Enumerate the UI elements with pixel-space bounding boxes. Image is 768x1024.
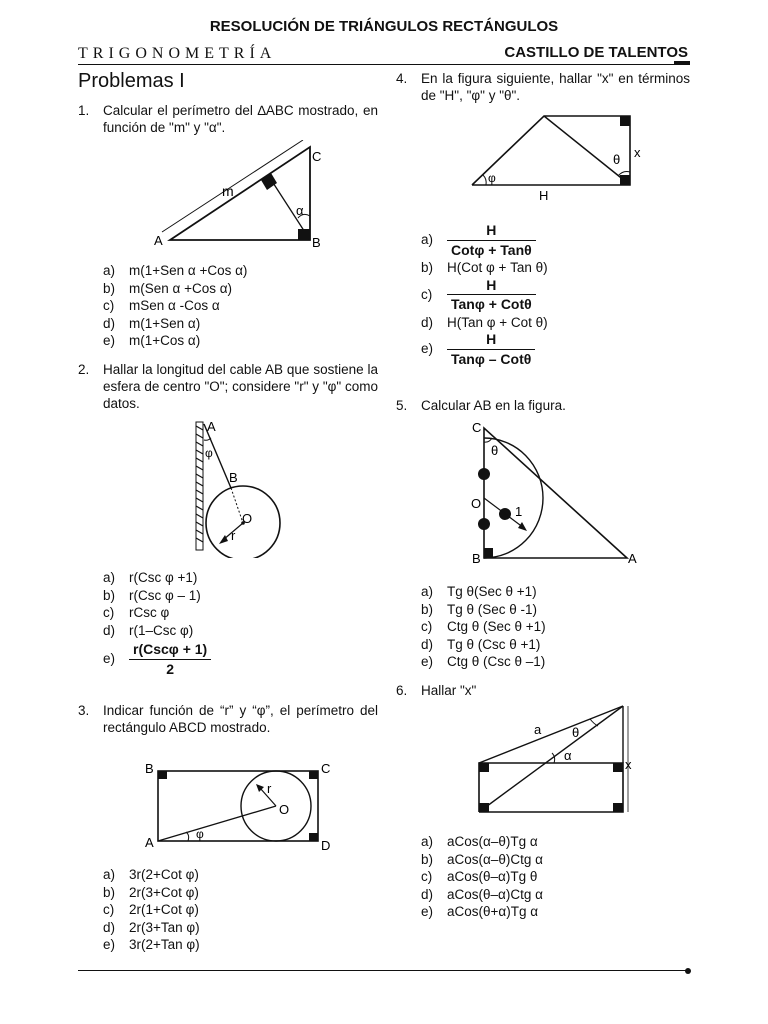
option-e[interactable]: e) aCos(θ+α)Tg α xyxy=(421,904,539,919)
radius-label-r: r xyxy=(267,781,272,796)
segment-a xyxy=(479,706,623,763)
angle-label-theta: θ xyxy=(572,725,580,740)
vertex-label-b: B xyxy=(472,551,481,566)
option-a[interactable]: a) m(1+Sen α +Cos α) xyxy=(103,263,248,278)
point-label-b: B xyxy=(229,470,238,485)
page-header-title: RESOLUCIÓN DE TRIÁNGULOS RECTÁNGULOS xyxy=(209,18,559,35)
angle-arc-phi xyxy=(204,438,211,440)
option-b[interactable]: b) H(Cot φ + Tan θ) xyxy=(421,260,548,275)
problem-3-options xyxy=(103,866,200,954)
fraction: $\frac{H}{\text{Tanφ + Cotθ}}$ xyxy=(447,277,536,314)
diagonal-line xyxy=(544,116,630,185)
problem-6 xyxy=(396,682,690,699)
problem-3-figure xyxy=(140,758,340,858)
problem-6-figure xyxy=(470,702,650,822)
problem-text: Calcular AB en la figura. xyxy=(421,398,566,413)
corner-mark-tr xyxy=(613,763,623,772)
vertex-label-a: A xyxy=(628,551,637,566)
option-a[interactable]: a) 3r(2+Cot φ) xyxy=(103,867,199,882)
point-marker-1 xyxy=(478,468,490,480)
vertex-label-a: A xyxy=(154,233,163,248)
problem-text: Calcular el perímetro del ∆ABC mostrado, en función de "m" y "α". xyxy=(103,103,378,135)
problem-2-options xyxy=(103,569,211,678)
center-label-o: O xyxy=(279,802,290,817)
problem-5-figure xyxy=(465,418,650,568)
publisher-label: CASTILLO DE TALENTOS xyxy=(504,44,688,61)
diagonal-line xyxy=(479,706,623,812)
angle-label-theta: θ xyxy=(491,443,499,458)
triangle-abc xyxy=(484,428,627,558)
angle-arc-phi xyxy=(186,832,189,841)
problem-4-figure xyxy=(462,108,652,203)
vertex-label-c: C xyxy=(472,420,482,435)
triangle-abc xyxy=(170,147,310,240)
fraction: $\frac{H}{\text{Cotφ + Tanθ}}$ xyxy=(447,222,536,259)
angle-label-phi: φ xyxy=(488,171,496,185)
side-label-m: m xyxy=(222,183,234,199)
problem-number: 3. xyxy=(78,703,90,718)
option-c[interactable]: c) mSen α -Cos α xyxy=(103,298,220,313)
problem-text: Hallar la longitud del cable AB que sostiene la esfera de centro "O"; considere "r" y "φ" como datos. xyxy=(103,362,378,411)
vertex-label-c: C xyxy=(321,761,331,776)
problem-number: 6. xyxy=(396,683,408,698)
option-d[interactable]: d) m(1+Sen α) xyxy=(103,315,201,331)
option-c[interactable]: c) aCos(θ–α)Tg θ xyxy=(421,869,538,884)
option-a[interactable]: a) r(Csc φ +1) xyxy=(103,570,198,585)
subject-label: TRIGONOMETRÍA xyxy=(78,45,277,62)
corner-mark-bottom xyxy=(620,175,630,185)
option-c[interactable]: c) $\frac{H}{\text{Tanφ + Cotθ}}$ xyxy=(421,277,548,314)
problem-number: 4. xyxy=(396,71,408,86)
center-label-o: O xyxy=(471,496,482,511)
corner-mark-top xyxy=(620,116,630,126)
vertex-label-b: B xyxy=(145,761,154,776)
corner-mark-d xyxy=(309,833,318,841)
problem-1-options xyxy=(103,262,247,350)
option-b[interactable]: b) r(Csc φ – 1) xyxy=(103,587,201,603)
side-label-x: x xyxy=(625,757,632,772)
option-d[interactable]: d) 2r(3+Tan φ) xyxy=(103,919,200,935)
option-a[interactable]: a) aCos(α–θ)Tg α xyxy=(421,834,538,849)
angle-arc-theta xyxy=(590,719,598,726)
center-label-o: O xyxy=(242,511,253,526)
option-e[interactable]: e) $\frac{H}{\text{Tanφ – Cotθ}}$ xyxy=(421,331,548,368)
option-e[interactable]: e) 3r(2+Tan φ) xyxy=(103,937,200,952)
vertex-label-c: C xyxy=(312,149,322,164)
point-marker-2 xyxy=(478,518,490,530)
option-a[interactable]: a) $\frac{H}{\text{Cotφ + Tanθ}}$ xyxy=(421,222,548,259)
option-b[interactable]: b) Tg θ (Sec θ -1) xyxy=(421,601,538,617)
corner-mark-tl xyxy=(479,763,489,772)
option-e[interactable]: e) Ctg θ (Csc θ –1) xyxy=(421,654,546,669)
radius-label-r: r xyxy=(231,528,236,543)
option-d[interactable]: d) H(Tan φ + Cot θ) xyxy=(421,314,548,330)
option-b[interactable]: b) 2r(3+Cot φ) xyxy=(103,884,199,900)
right-angle-mark-b xyxy=(484,548,493,558)
corner-mark-c xyxy=(309,771,318,779)
problem-number: 1. xyxy=(78,103,90,118)
side-label-a: a xyxy=(534,722,542,737)
side-label-x: x xyxy=(634,145,641,160)
angle-label-alpha: α xyxy=(296,203,304,218)
point-label-a: A xyxy=(207,419,216,434)
problem-4 xyxy=(396,70,690,104)
footer-rule xyxy=(78,970,688,971)
fraction: $\frac{\text{r(Cscφ + 1)}}{2}$ xyxy=(129,641,211,678)
side-label-h: H xyxy=(539,188,549,203)
problem-6-options xyxy=(421,833,543,921)
angle-label-theta: θ xyxy=(613,152,621,167)
problem-5 xyxy=(396,397,690,414)
angle-label-alpha: α xyxy=(564,748,572,763)
right-angle-mark-foot xyxy=(261,173,277,190)
option-e[interactable]: e) m(1+Cos α) xyxy=(103,333,201,348)
angle-label-phi: φ xyxy=(196,827,204,841)
option-a[interactable]: a) Tg θ(Sec θ +1) xyxy=(421,584,537,599)
fraction: $\frac{H}{\text{Tanφ – Cotθ}}$ xyxy=(447,331,535,368)
problem-4-options xyxy=(421,222,548,368)
option-c[interactable]: c) 2r(1+Cot φ) xyxy=(103,902,199,917)
option-c[interactable]: c) Ctg θ (Sec θ +1) xyxy=(421,619,546,634)
angle-arc-phi xyxy=(483,175,486,185)
problem-2-figure xyxy=(185,418,295,558)
angle-label-phi: φ xyxy=(205,446,213,460)
option-d[interactable]: d) Tg θ (Csc θ +1) xyxy=(421,636,541,652)
problem-text: Hallar "x" xyxy=(421,683,477,698)
radius-arrow xyxy=(518,522,527,531)
section-title: Problemas I xyxy=(78,70,185,92)
header-rule xyxy=(78,64,690,65)
problem-number: 2. xyxy=(78,362,90,377)
vertex-label-a: A xyxy=(145,835,154,850)
option-d[interactable]: d) aCos(θ–α)Ctg α xyxy=(421,886,543,902)
problem-text: En la figura siguiente, hallar "x" en términos de "H", "φ" y "θ". xyxy=(421,71,690,103)
option-c[interactable]: c) rCsc φ xyxy=(103,605,170,620)
option-b[interactable]: b) m(Sen α +Cos α) xyxy=(103,280,233,296)
option-d[interactable]: d) r(1–Csc φ) xyxy=(103,622,194,638)
problem-text: Indicar función de “r” y “φ”, el perímetro del rectángulo ABCD mostrado. xyxy=(103,703,378,735)
problem-5-options xyxy=(421,583,546,671)
corner-mark-b xyxy=(158,771,167,779)
corner-mark-bl xyxy=(479,803,489,812)
option-b[interactable]: b) aCos(α–θ)Ctg α xyxy=(421,851,543,867)
radius-label-1: 1 xyxy=(515,504,523,519)
problem-number: 5. xyxy=(396,398,408,413)
rectangle xyxy=(479,763,623,812)
vertex-label-b: B xyxy=(312,235,321,250)
problem-1-figure xyxy=(140,140,350,252)
rectangle-abcd xyxy=(158,771,318,841)
problem-3 xyxy=(78,702,378,736)
vertex-label-d: D xyxy=(321,838,331,853)
problem-2 xyxy=(78,361,378,412)
corner-mark-br xyxy=(613,803,623,812)
problem-1 xyxy=(78,102,378,136)
option-e[interactable]: e) $\frac{\text{r(Cscφ + 1)}}{2}$ xyxy=(103,641,211,678)
